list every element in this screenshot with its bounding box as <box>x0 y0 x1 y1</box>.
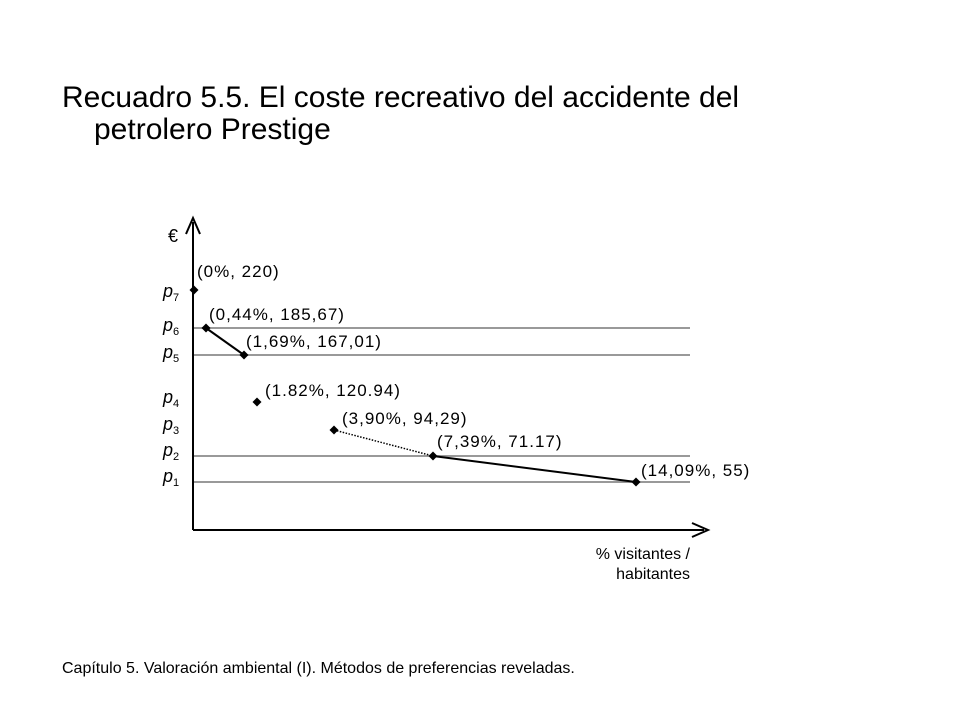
price-label: $p_5$ <box>163 342 180 365</box>
price-labels <box>162 281 179 489</box>
price-label: $p_6$ <box>163 315 180 338</box>
data-point <box>330 426 339 435</box>
reference-lines <box>193 328 690 482</box>
price-label: $p_3$ <box>163 414 180 437</box>
point-label: (0%, 220) <box>197 262 280 281</box>
data-point <box>253 398 262 407</box>
point-label: (0,44%, 185,67) <box>209 305 345 324</box>
curve-segments <box>206 328 636 482</box>
point-label: (1,69%, 167,01) <box>246 332 382 351</box>
curve-segment <box>334 430 433 456</box>
point-label: (1.82%, 120.94) <box>265 381 401 400</box>
price-label: $p_2$ <box>163 440 180 463</box>
point-label: (3,90%, 94,29) <box>342 409 468 428</box>
point-label: (7,39%, 71.17) <box>437 432 563 451</box>
slide-title-line-1: Recuadro 5.5. El coste recreativo del accidente del <box>62 81 740 114</box>
price-label: $p_1$ <box>163 466 180 489</box>
y-axis-label: € <box>168 226 179 246</box>
curve-segment <box>433 456 636 482</box>
point-labels <box>197 262 750 480</box>
point-label: (14,09%, 55) <box>641 461 751 480</box>
price-label: $p_7$ <box>163 281 180 304</box>
slide-title-line-2: petrolero Prestige <box>94 113 331 146</box>
slide-footer: Capítulo 5. Valoración ambiental (I). Métodos de preferencias reveladas. <box>62 660 575 677</box>
data-point <box>429 452 438 461</box>
x-axis-label-line-2: habitantes <box>616 566 690 583</box>
price-label: $p_4$ <box>163 387 180 410</box>
curve-segment <box>206 328 244 355</box>
x-axis-label-line-1: % visitantes / <box>595 546 690 563</box>
data-point <box>190 286 199 295</box>
data-point <box>632 478 641 487</box>
